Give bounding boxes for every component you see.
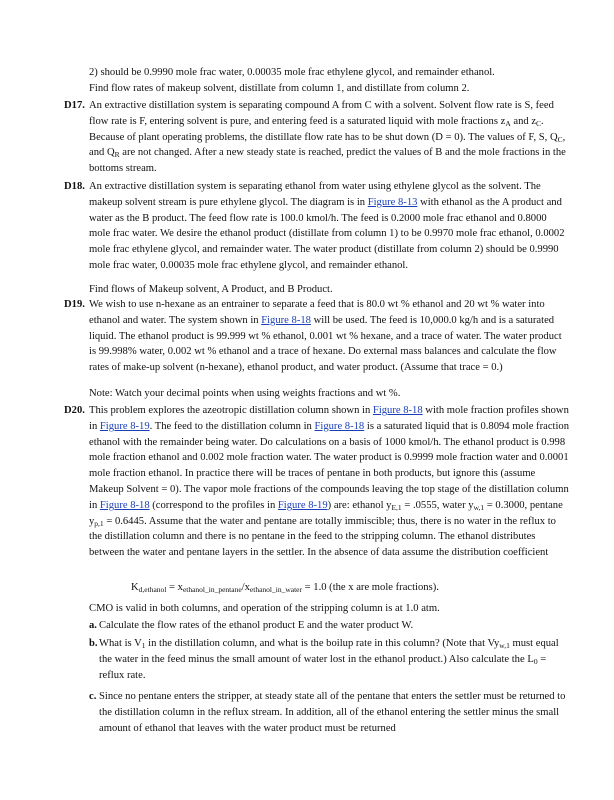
problem-text: An extractive distillation system is separating ethanol from water using ethylene glycol as the solvent. The makeup solvent stream is pure ethylene glycol. The diagram is in Figure 8-13 with ethanol as the A product and water as the B product. The feed flow rate is 100.0 kmol/h. The feed is 0.2000 mole frac ethanol and 0.8000 mole frac water. We desire the ethanol product (distillate from column 1) to be 0.9970 mole frac ethanol, 0.0002 mole frac ethylene glycol, and remainder water. The water product (distillate from column 2) should be 0.9990 mole frac water, 0.00035 mole frac ethylene glycol, and remainder ethanol.	[89, 181, 565, 271]
figure-link[interactable]: Figure 8-18	[372, 405, 423, 416]
problem-d20	[64, 403, 569, 561]
part-label: b.	[89, 638, 98, 649]
problem-d17	[64, 98, 569, 177]
part-a	[89, 618, 569, 634]
intro-line-2: Find flow rates of makeup solvent, distillate from column 1, and distillate from column 2.	[89, 83, 470, 94]
figure-link[interactable]: Figure 8-19	[99, 420, 150, 432]
figure-link[interactable]: Figure 8-18	[261, 314, 311, 326]
distribution-coefficient-formula: $K_{d,ethanol} = x_{ethanol\_in\_pentane}/x_{ethanol\_in\_water} = 1.0$ (the x are mole fractions).	[131, 582, 439, 594]
problem-text: We wish to use n-hexane as an entrainer to separate a feed that is 80.0 wt % ethanol and 20 wt % water into ethanol and water. The system shown in Figure 8-18 will be used. The feed is 10,000.0 kg/h and is a saturated liquid. The ethanol product is 99.999 wt % ethanol, 0.001 wt % hexane, and a trace of water. The water product is 99.998% water, 0.002 wt % ethanol and a trace of hexane. Do external mass balances and calculate the flow rates of make-up solvent (n-hexane), ethanol product, and water product. (Assume that trace = 0.)	[89, 299, 562, 374]
figure-link[interactable]: Figure 8-18	[314, 420, 365, 432]
cmo-statement: CMO is valid in both columns, and operation of the stripping column is at 1.0 atm.	[89, 603, 440, 614]
problem-label: D19.	[64, 299, 85, 310]
part-c	[89, 689, 569, 736]
part-text: Calculate the flow rates of the ethanol product E and the water product W.	[99, 620, 414, 631]
figure-link[interactable]: Figure 8-18	[99, 499, 150, 511]
problem-d18	[64, 179, 569, 274]
intro-line-1: 2) should be 0.9990 mole frac water, 0.00035 mole frac ethylene glycol, and remainder ethanol.	[89, 67, 495, 78]
part-label: a.	[89, 620, 97, 631]
problem-label: D20.	[64, 405, 85, 416]
d19-note: Note: Watch your decimal points when using weights fractions and wt %.	[89, 388, 401, 399]
part-b	[89, 636, 569, 683]
problem-text: An extractive distillation system is separating compound A from C with a solvent. Solvent flow rate is S, feed flow rate is F, entering solvent is pure, and entering feed is a saturated liquid with mole fractions $z_A$ and $z_C$. Because of plant operating problems, the distillate flow rate has to be shut down (D = 0). The values of F, S, $Q_C$, and $Q_R$ are not changed. After a new steady state is reached, predict the values of B and the mole fractions in the bottoms stream.	[89, 100, 566, 175]
part-text: Since no pentane enters the stripper, at steady state all of the pentane that enters the settler must be returned to the distillation column in the reflux stream. In addition, all of the ethanol entering the settler minus the small amount of ethanol that leaves with the water product must be returned	[99, 691, 566, 734]
problem-label: D18.	[64, 181, 85, 192]
problem-text: This problem explores the azeotropic distillation column shown in Figure 8-18 with mole fraction profiles shown in Figure 8-19. The feed to the distillation column in Figure 8-18 is a saturated liquid that is 0.8094 mole fraction ethanol with the remainder being water. Do calculations on a basis of 1000 kmol/h. The ethanol product is 0.998 mole fraction ethanol and 0.002 mole fraction water. The water product is 0.9999 mole fraction water and 0.0001 mole fraction ethanol. In practice there will be traces of pentane in both products, but ignore this (assume Makeup Solvent = 0). The vapor mole fractions of the compounds leaving the top stage of the distillation column in Figure 8-18 (correspond to the profiles in Figure 8-19) are: ethanol $y_{E,1} = .0555$, water $y_{w,1} = 0.3000$, pentane $y_{p,1} = 0.6445$. Assume that the water and pentane are totally immiscible; thus, there is no water in the reflux to the distillation column and there is no pentane in the feed to the stripping column. The ethanol distributes between the water and pentane layers in the settler. In the absence of data assume the distribution coefficient	[89, 405, 570, 559]
d18-find-line: Find flows of Makeup solvent, A Product, and B Product.	[89, 284, 333, 295]
problem-label: D17.	[64, 100, 85, 111]
figure-link[interactable]: Figure 8-13	[367, 196, 418, 208]
part-label: c.	[89, 691, 97, 702]
problem-d19	[64, 297, 569, 376]
part-text: What is $V_1$ in the distillation column, and what is the boilup rate in this column? (Note that $Vy_{w,1}$ must equal the water in the feed minus the small amount of water lost in the ethanol product.) Also calculate the $L_0$ = reflux rate.	[99, 638, 559, 681]
figure-link[interactable]: Figure 8-19	[277, 499, 328, 511]
